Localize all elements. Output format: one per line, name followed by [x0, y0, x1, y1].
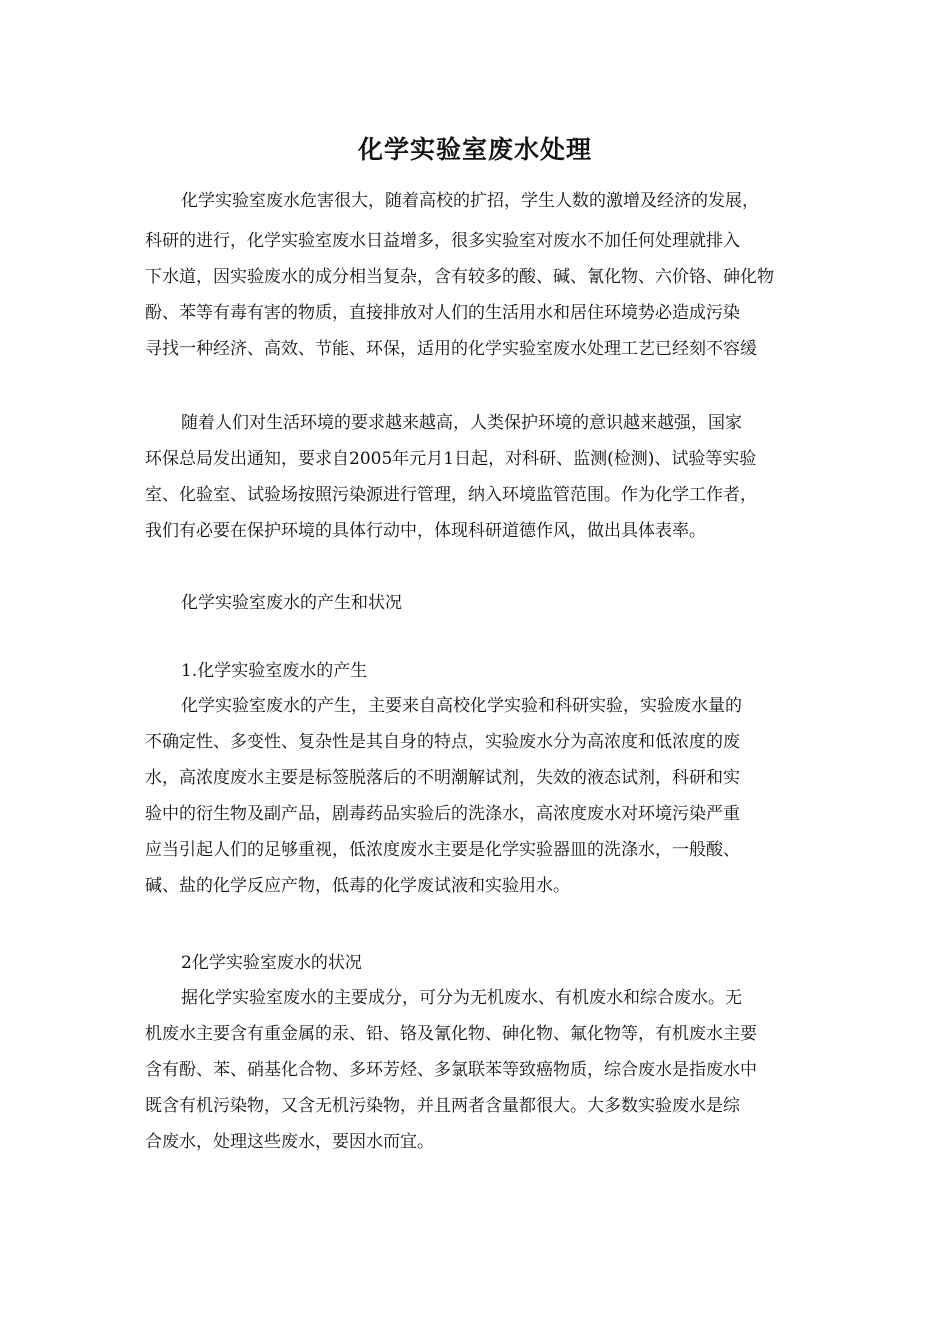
para2-line-3: 室、化验室、试验场按照污染源进行管理，纳入环境监管范围。作为化学工作者，: [145, 485, 757, 505]
para3-line-1: 化学实验室废水的产生，主要来自高校化学实验和科研实验，实验废水量的: [181, 696, 742, 716]
para4-line-2: 机废水主要含有重金属的汞、铅、铬及氰化物、砷化物、氟化物等，有机废水主要: [145, 1024, 757, 1044]
para3-line-5: 应当引起人们的足够重视，低浓度废水主要是化学实验器皿的洗涤水，一般酸、: [145, 840, 740, 860]
para2-line-4: 我们有必要在保护环境的具体行动中，体现科研道德作风，做出具体表率。: [145, 521, 706, 541]
para4-line-1: 据化学实验室废水的主要成分，可分为无机废水、有机废水和综合废水。无: [181, 988, 742, 1008]
para3-line-2: 不确定性、多变性、复杂性是其自身的特点，实验废水分为高浓度和低浓度的废: [145, 732, 740, 752]
para1-line-2: 科研的进行，化学实验室废水日益增多，很多实验室对废水不加任何处理就排入: [145, 231, 740, 251]
para3-line-4: 验中的衍生物及副产品，剧毒药品实验后的洗涤水，高浓度废水对环境污染严重: [145, 804, 740, 824]
subsection-2-heading: 2化学实验室废水的状况: [181, 953, 362, 973]
para3-line-3: 水，高浓度废水主要是标签脱落后的不明潮解试剂，失效的液态试剂，科研和实: [145, 768, 740, 788]
para2-line-2: 环保总局发出通知，要求自2005年元月1日起，对科研、监测(检测)、试验等实验: [145, 449, 757, 469]
para4-line-3: 含有酚、苯、硝基化合物、多环芳烃、多氯联苯等致癌物质，综合废水是指废水中: [145, 1060, 757, 1080]
subsection-1-heading: 1.化学实验室废水的产生: [181, 661, 368, 681]
para1-line-1: 化学实验室废水危害很大，随着高校的扩招，学生人数的激增及经济的发展，: [181, 191, 759, 211]
section-heading: 化学实验室废水的产生和状况: [181, 593, 402, 613]
para1-line-4: 酚、苯等有毒有害的物质，直接排放对人们的生活用水和居住环境势必造成污染: [145, 303, 740, 323]
para4-line-4: 既含有机污染物，又含无机污染物，并且两者含量都很大。大多数实验废水是综: [145, 1096, 740, 1116]
para2-line-1: 随着人们对生活环境的要求越来越高，人类保护环境的意识越来越强，国家: [181, 413, 742, 433]
document-title: 化学实验室废水处理: [357, 135, 592, 164]
para1-line-3: 下水道，因实验废水的成分相当复杂，含有较多的酸、碱、氰化物、六价铬、砷化物: [145, 267, 774, 287]
para4-line-5: 合废水，处理这些废水，要因水而宜。: [145, 1132, 434, 1152]
para3-line-6: 碱、盐的化学反应产物，低毒的化学废试液和实验用水。: [145, 876, 570, 896]
para1-line-5: 寻找一种经济、高效、节能、环保，适用的化学实验室废水处理工艺已经刻不容缓: [145, 339, 757, 359]
